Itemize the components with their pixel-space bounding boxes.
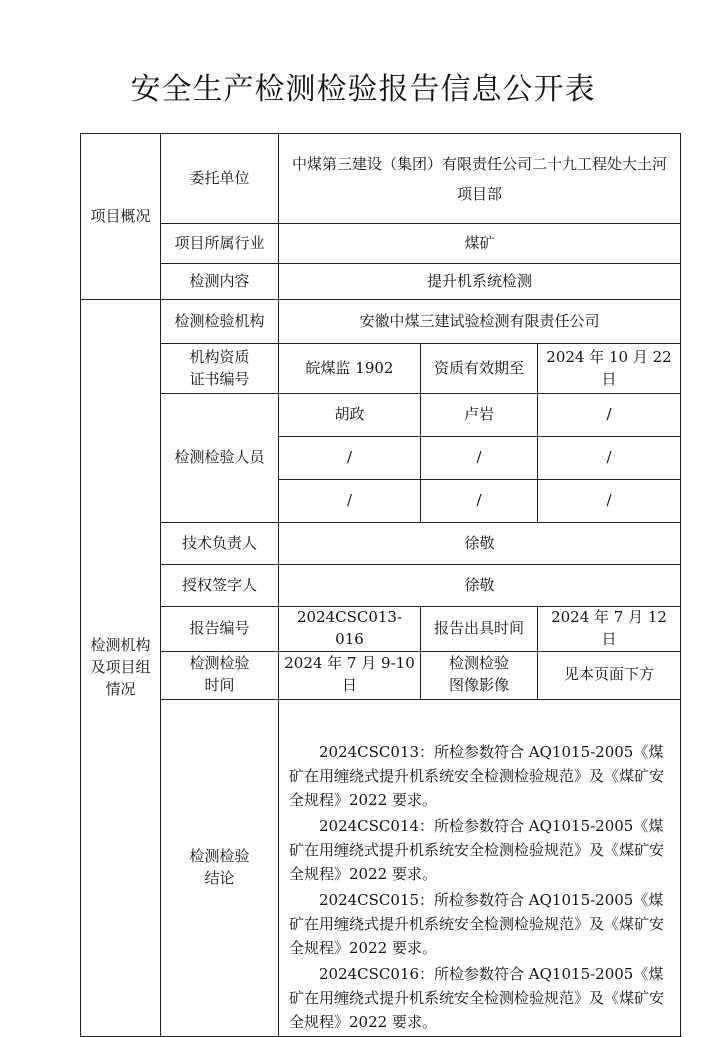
report-no-value: 2024CSC013-016 xyxy=(279,607,421,652)
agency-label-line1: 检测机构 xyxy=(90,636,151,655)
signer-row xyxy=(81,565,681,607)
content-value: 提升机系统检测 xyxy=(279,264,681,300)
personnel-row xyxy=(81,394,681,437)
industry-row xyxy=(81,224,681,264)
agency-section-label xyxy=(81,300,161,1037)
client-row xyxy=(81,134,681,224)
cert-label-line1: 机构资质 xyxy=(189,347,250,366)
institution-row xyxy=(81,300,681,344)
signer-value: 徐敬 xyxy=(279,565,681,607)
signer-label: 授权签字人 xyxy=(161,565,279,607)
cert-value: 皖煤监 1902 xyxy=(279,344,421,394)
images-value: 见本页面下方 xyxy=(538,651,681,699)
conclusion-label-line1: 检测检验 xyxy=(189,846,250,865)
inspection-time-label xyxy=(161,651,279,699)
page-title: 安全生产检测检验报告信息公开表 xyxy=(130,72,596,107)
tech-lead-label: 技术负责人 xyxy=(161,523,279,565)
agency-label-line3: 情况 xyxy=(105,679,136,698)
personnel-cell: 卢岩 xyxy=(421,394,538,437)
images-label-line1: 检测检验 xyxy=(448,654,509,673)
conclusion-paragraph: 2024CSC014：所检参数符合 AQ1015-2005《煤矿在用缠绕式提升机系统安全检测检验规范》及《煤矿安全规程》2022 要求。 xyxy=(289,816,665,883)
content-label: 检测内容 xyxy=(161,264,279,300)
inspection-time-label-line2: 时间 xyxy=(204,676,235,694)
conclusion-paragraph: 2024CSC015：所检参数符合 AQ1015-2005《煤矿在用缠绕式提升机系统安全检测检验规范》及《煤矿安全规程》2022 要求。 xyxy=(289,890,665,957)
validity-value: 2024 年 10 月 22 日 xyxy=(538,344,681,394)
inspection-time-value: 2024 年 7 月 9-10 日 xyxy=(279,651,421,699)
inspection-time-label-line1: 检测检验 xyxy=(189,654,250,673)
issue-time-value: 2024 年 7 月 12 日 xyxy=(538,607,681,652)
client-label: 委托单位 xyxy=(161,134,279,224)
client-value: 中煤第三建设（集团）有限责任公司二十九工程处大土河项目部 xyxy=(279,134,681,224)
conclusion-text xyxy=(279,699,681,1036)
images-label xyxy=(421,651,538,699)
personnel-cell: / xyxy=(421,480,538,523)
personnel-cell: / xyxy=(279,437,421,480)
personnel-cell: / xyxy=(538,480,681,523)
agency-label-line2: 及项目组 xyxy=(90,657,151,676)
issue-time-label: 报告出具时间 xyxy=(421,607,538,652)
personnel-cell: 胡政 xyxy=(279,394,421,437)
conclusion-label xyxy=(161,699,279,1036)
personnel-cell: / xyxy=(538,437,681,480)
images-label-line2: 图像影像 xyxy=(448,676,509,694)
cert-row xyxy=(81,344,681,394)
institution-value: 安徽中煤三建试验检测有限责任公司 xyxy=(279,300,681,344)
inspection-time-row xyxy=(81,651,681,699)
personnel-label: 检测检验人员 xyxy=(161,394,279,523)
conclusion-row xyxy=(81,699,681,1036)
tech-lead-row xyxy=(81,523,681,565)
industry-value: 煤矿 xyxy=(279,224,681,264)
project-overview-label: 项目概况 xyxy=(81,134,161,300)
institution-label: 检测检验机构 xyxy=(161,300,279,344)
validity-label: 资质有效期至 xyxy=(421,344,538,394)
personnel-cell: / xyxy=(421,437,538,480)
cert-label-line2: 证书编号 xyxy=(189,369,250,388)
personnel-cell: / xyxy=(279,480,421,523)
info-table xyxy=(80,133,681,1037)
conclusion-label-line2: 结论 xyxy=(204,868,235,887)
industry-label: 项目所属行业 xyxy=(161,224,279,264)
tech-lead-value: 徐敬 xyxy=(279,523,681,565)
report-no-row xyxy=(81,607,681,652)
conclusion-paragraph: 2024CSC013：所检参数符合 AQ1015-2005《煤矿在用缠绕式提升机系统安全检测检验规范》及《煤矿安全规程》2022 要求。 xyxy=(289,742,665,809)
report-no-label: 报告编号 xyxy=(161,607,279,652)
personnel-cell: / xyxy=(538,394,681,437)
content-row xyxy=(81,264,681,300)
conclusion-paragraph: 2024CSC016：所检参数符合 AQ1015-2005《煤矿在用缠绕式提升机系统安全检测检验规范》及《煤矿安全规程》2022 要求。 xyxy=(289,964,665,1031)
cert-label xyxy=(161,344,279,394)
